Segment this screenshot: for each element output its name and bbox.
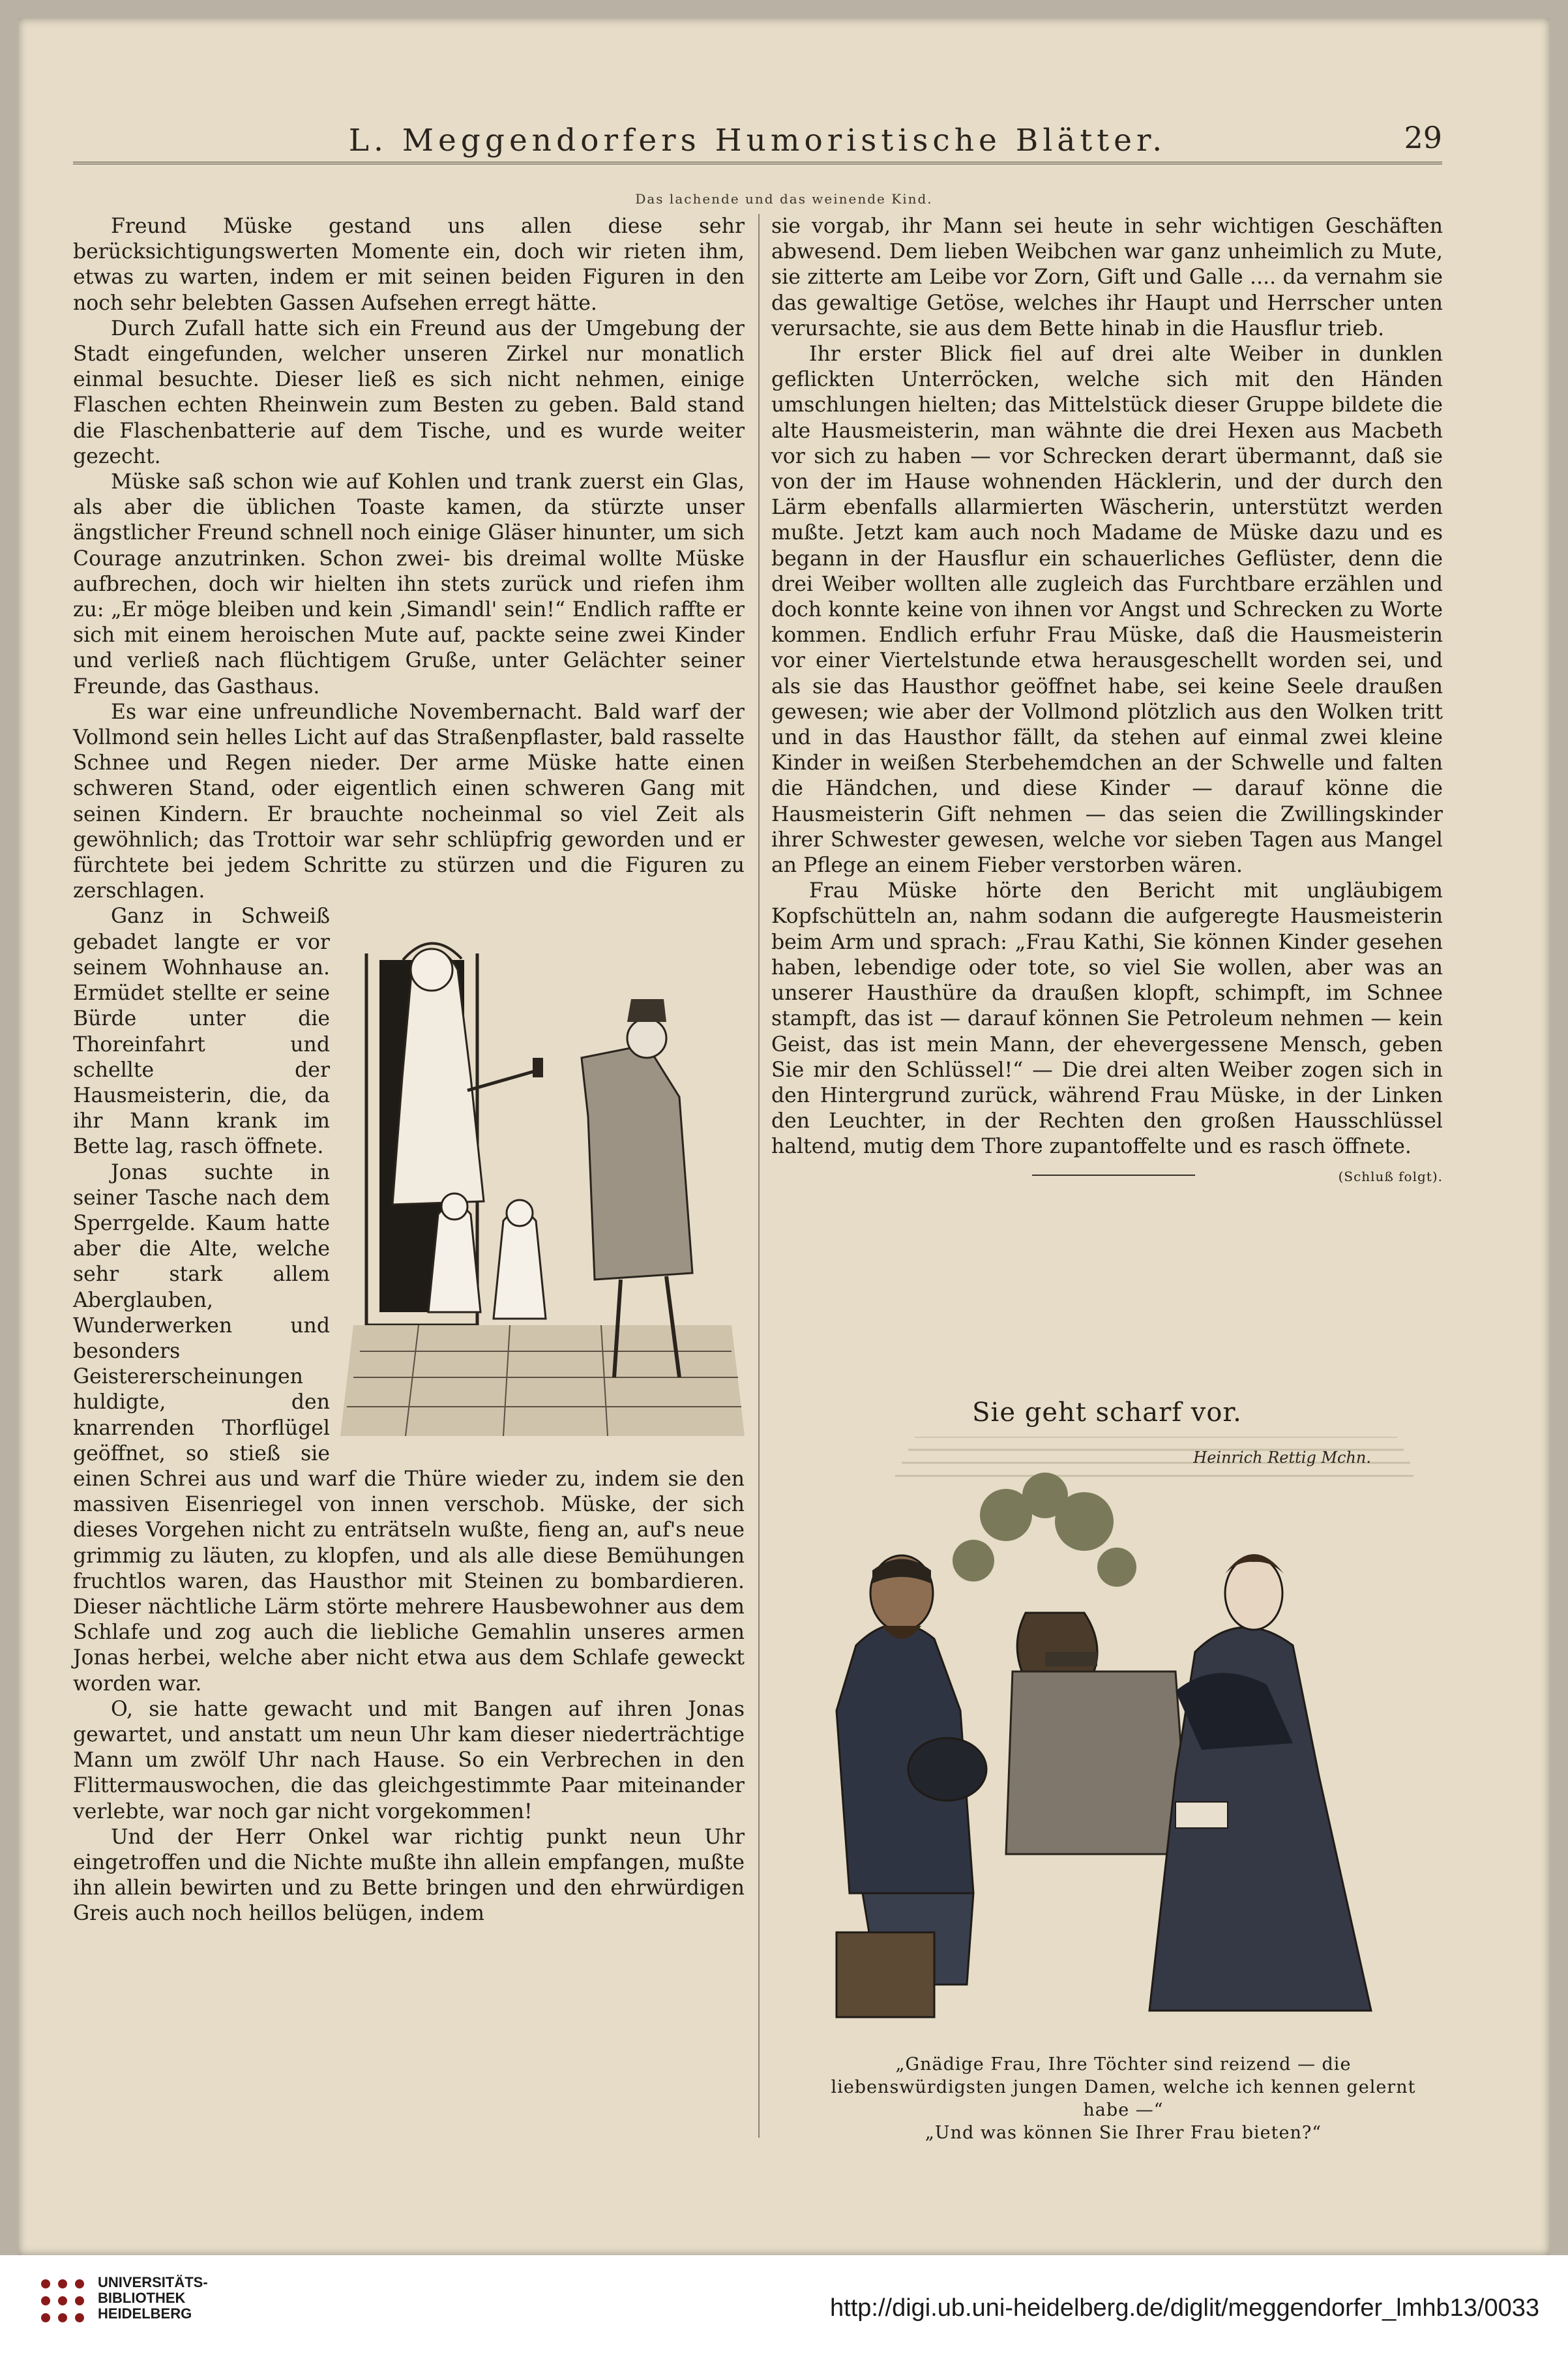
closing-rule [1032, 1175, 1195, 1176]
doorway-illustration [340, 908, 745, 1436]
page-header [73, 110, 1442, 164]
caption-line: „Gnädige Frau, Ihre Töchter sind reizend — die liebenswürdigsten jungen Damen, welche ich kennen gelernt habe —“ [831, 2054, 1416, 2120]
story-title: Das lachende und das weinende Kind. [635, 191, 933, 207]
continued-note: (Schluß folgt). [1338, 1168, 1443, 1184]
caption-line: „Und was können Sie Ihrer Frau bieten?“ [925, 2123, 1322, 2143]
story-paragraph: Durch Zufall hatte sich ein Freund aus der Umgebung der Stadt eingefunden, welcher unseren Zirkel nur monatlich einmal besuchte. Dieser ließ es sich nicht nehmen, einige Flaschen echten Rheinwein zum Besten zu geben. Bald stand die Flaschenbatterie auf dem Tische, und es wurde weiter gezecht. [73, 316, 745, 468]
left-text-column [73, 214, 745, 2157]
story-paragraph: Es war eine unfreundliche Novembernacht. Bald warf der Vollmond sein helles Licht auf das Straßenpflaster, bald rasselte Schnee und Regen nieder. Der arme Müske hatte einen schweren Stand, oder eigentlich einen schweren Gang mit seinen Kindern. Er brauchte nocheinmal so viel Zeit als gewöhnlich; das Trottoir war sehr schlüpfrig geworden und er fürchtete bei jedem Schritte zu stürzen und die Figuren zu zerschlagen. [73, 700, 745, 903]
story-closing-row [771, 1160, 1443, 1186]
page-sheet [18, 18, 1550, 2255]
right-text-column [771, 214, 1443, 1362]
picture-title: Sie geht scharf vor. [972, 1398, 1242, 1428]
story-paragraph: Und der Herr Onkel war richtig punkt neun Uhr eingetroffen und die Nichte mußte ihn allein empfangen, mußte ihn allein bewirten und zu Bette bringen und den ehrwürdigen Greis auch noch heillos belügen, indem [73, 1825, 745, 1926]
page-number: 29 [1404, 120, 1442, 155]
story-paragraph: Frau Müske hörte den Bericht mit ungläubigem Kopfschütteln an, nahm sodann die aufgeregte Hausmeisterin beim Arm und sprach: „Frau Kathi, Sie können Kinder gesehen haben, lebendige oder tote, so viel Sie wollen, aber was an unserer Hausthüre da draußen klopft, schimpft, im Schnee stampft, das ist — darauf können Sie Petroleum nehmen — kein Geist, das ist mein Mann, der ehevergessene Mensch, geben Sie mir den Schlüssel!“ — Die drei alten Weiber zogen sich in den Hintergrund zurück, während Frau Müske, in der Linken den Leuchter, in der Rechten den großen Hausschlüssel haltend, mutig dem Thore zupantoffelte und es rasch öffnete. [771, 879, 1443, 1159]
story-paragraph-continuation: sie vorgab, ihr Mann sei heute in sehr wichtigen Geschäften abwesend. Dem lieben Weibchen war ganz unheimlich zu Mute, sie zitterte am Leibe vor Zorn, Gift und Galle .... da vernahm sie das gewaltige Getöse, welches ihr Haupt und Herrscher unten verursachte, sie aus dem Bette hinab in die Hausflur trieb. [771, 215, 1443, 340]
source-url-link[interactable]: http://digi.ub.uni-heidelberg.de/diglit/meggendorfer_lmhb13/0033 [830, 2294, 1539, 2322]
story-paragraph: Ihr erster Blick fiel auf drei alte Weiber in dunklen geflickten Unterröcken, welche sich mit den Händen umschlungen hielten; das Mittelstück dieser Gruppe bildete die alte Hausmeisterin, man wähnte die drei Hexen aus Macbeth vor sich zu haben — vor Schrecken derart übermannt, daß sie von der im Hause wohnenden Häcklerin, und der durch den Lärm ebenfalls allarmierten Wäscherin, unterstützt werden mußte. Jetzt kam auch noch Madame de Müske dazu und es begann in der Hausflur ein schauerliches Geflüster, denn die drei Weiber wollten alle zugleich das Furchtbare erzählen und doch konnte keine von ihnen vor Angst und Schrecken zu Worte kommen. Endlich erfuhr Frau Müske, daß die Hausmeisterin vor einer Viertelstunde etwa herausgeschellt worden sei, und als sie das Hausthor geöffnet habe, sei keine Seele draußen gewesen; wie aber der Vollmond plötzlich aus den Wolken tritt und in das Hausthor fällt, da stehen auf einmal zwei kleine Kinder in weißen Sterbehemdchen an der Schwelle und falten die Händchen, und diese Kinder — darauf könne die Hausmeisterin Gift nehmen — das seien die Zwillingskinder ihrer Schwester gewesen, welche vor sieben Tagen aus Mangel an Pflege an einem Fieber verstorben wären. [771, 342, 1443, 878]
story-paragraph: Müske saß schon wie auf Kohlen und trank zuerst ein Glas, als aber die üblichen Toaste kamen, da stürzte unser ängstlicher Freund schnell noch einige Gläser hinunter, um sich Courage anzutrinken. Schon zwei- bis dreimal wollte Müske aufbrechen, doch wir hielten ihn stets zurück und riefen ihm zu: „Er möge bleiben und kein ‚Simandl' sein!“ Endlich raffte er sich mit einem heroischen Mute auf, packte seine zwei Kinder und verließ nach flüchtigem Gruße, unter Gelächter seiner Freunde, das Gasthaus. [73, 470, 745, 698]
couple-illustration [810, 1437, 1417, 2037]
running-title: L. Meggendorfers Humoristische Blätter. [348, 123, 1167, 158]
story-paragraph: Freund Müske gestand uns allen diese sehr berücksichtigungswerten Momente ein, doch wir rieten ihm, etwas zu warten, indem er mit seinen beiden Figuren in den noch sehr belebten Gassen Aufsehen erregt hätte. [73, 215, 745, 315]
column-divider [758, 214, 760, 2138]
university-library-logo-icon [37, 2275, 89, 2327]
story-paragraph: O, sie hatte gewacht und mit Bangen auf ihren Jonas gewartet, und anstatt um neun Uhr kam dieser niederträchtige Mann um zwölf Uhr nach Hause. So ein Verbrechen in den Flittermauswochen, die das gleichgestimmte Paar miteinander verlebte, war noch gar nicht vorgekommen! [73, 1697, 745, 1823]
story-paragraph: Jonas suchte in seiner Tasche nach dem Sperrgelde. Kaum hatte aber die Alte, welche sehr stark allem Aberglauben, Wunderwerken und besonders Geistererscheinungen huldigte, den knarrenden Thorflügel geöffnet, so stieß sie einen Schrei aus und warf die Thüre wieder zu, indem sie den massiven Eisenriegel von innen verschob. Müske, der sich dieses Vorgehen nicht zu enträtseln wußte, fieng an, auf's neue grimmig zu läuten, zu klopfen, und als alle diese Bemühungen fruchtlos waren, das Hausthor mit Steinen zu bombardieren. Dieser nächtliche Lärm störte mehrere Hausbewohner aus dem Schlafe und zog auch die liebliche Gemahlin unseres armen Jonas herbei, welche aber nicht etwa aus dem Schlafe geweckt worden war. [73, 1160, 745, 1696]
library-footer [0, 2255, 1568, 2353]
story-paragraph: Ganz in Schweiß gebadet langte er vor seinem Wohnhause an. Ermüdet stellte er seine Bürde unter die Thoreinfahrt und schellte der Hausmeisterin, die, da ihr Mann krank im Bette lag, rasch öffnete. [73, 905, 330, 1159]
artist-signature: Heinrich Rettig Mchn. [1193, 1448, 1371, 1467]
library-name: UNIVERSITÄTS- BIBLIOTHEK HEIDELBERG [98, 2274, 208, 2322]
picture-caption [810, 2053, 1436, 2144]
